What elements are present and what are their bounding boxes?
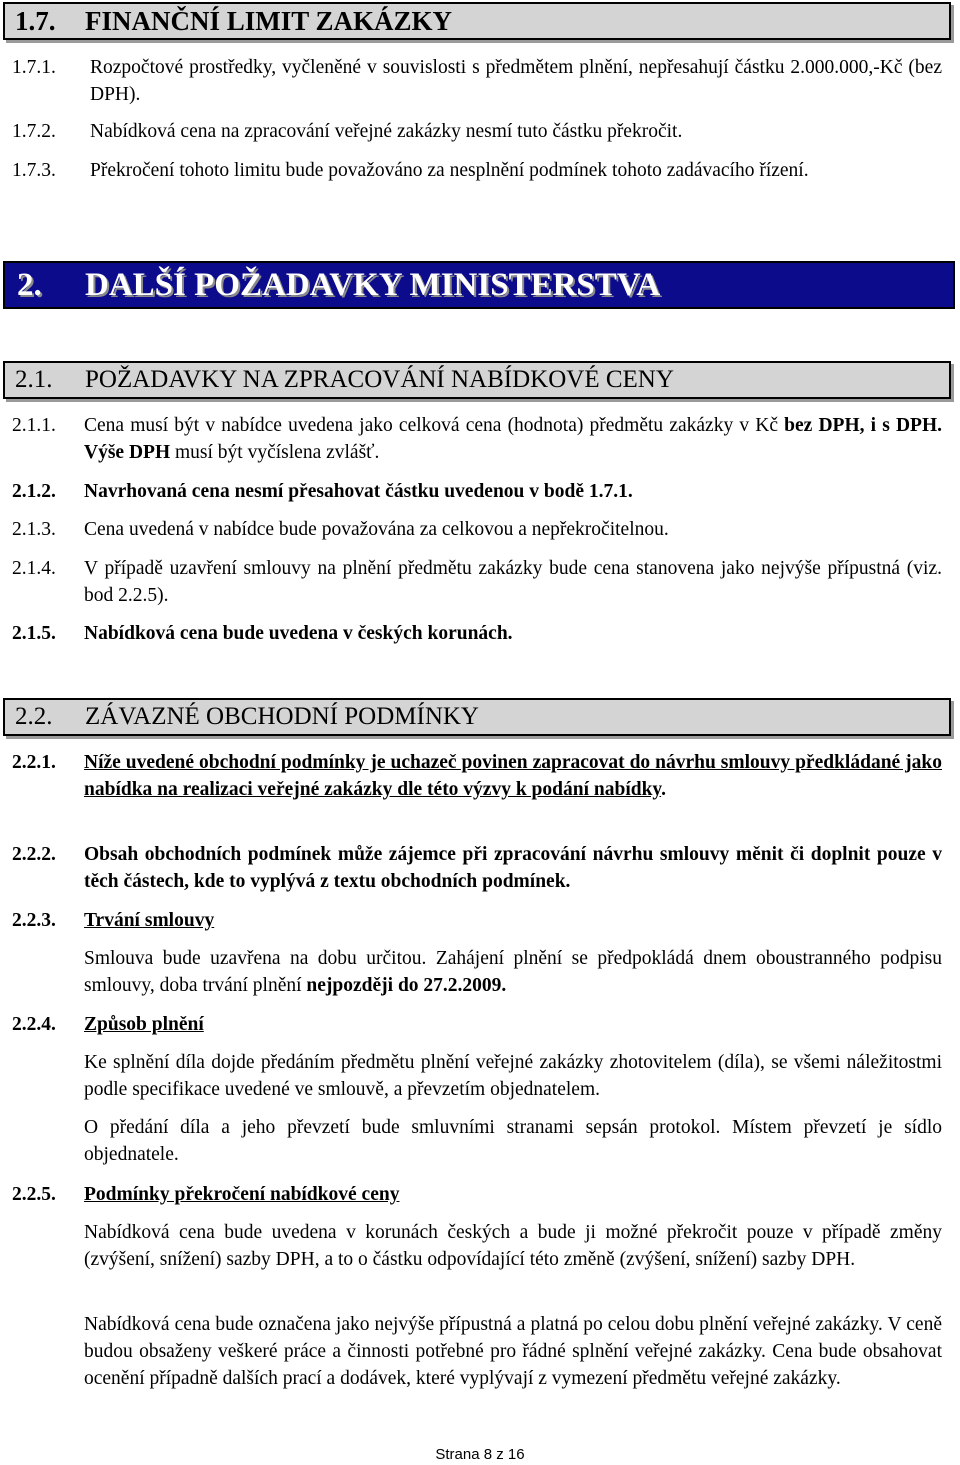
item-2-1-1 xyxy=(12,412,942,466)
item-number: 1.7.1. xyxy=(12,57,56,78)
item-text-bold: bez DPH, i s DPH. Výše DPH xyxy=(84,415,943,463)
item-heading xyxy=(84,907,942,934)
item-1-7-1 xyxy=(12,54,942,108)
paragraph-2-2-4-b: O předání díla a jeho převzetí bude smluvními stranami sepsán protokol. Místem převzetí je sídlo objednatele. xyxy=(84,1117,942,1165)
item-text: Nabídková cena bude uvedena v českých korunách. xyxy=(84,623,513,644)
item-heading xyxy=(84,1181,942,1208)
item-number: 2.1.5. xyxy=(12,623,56,644)
section-title: POŽADAVKY NA ZPRACOVÁNÍ NABÍDKOVÉ CENY xyxy=(85,366,674,393)
section-number: 2.2. xyxy=(15,703,53,730)
section-header-2-1 xyxy=(3,361,951,399)
item-2-1-4 xyxy=(12,555,942,609)
item-number: 2.1.2. xyxy=(12,481,56,502)
item-2-1-5 xyxy=(12,620,942,647)
item-heading xyxy=(84,1011,942,1038)
item-text: Překročení tohoto limitu bude považováno za nesplnění podmínek tohoto zadávacího řízení. xyxy=(90,160,809,181)
page-footer: Strana 8 z 16 xyxy=(435,1446,525,1463)
section-number: 2.1. xyxy=(15,366,53,393)
paragraph-2-2-5-a: Nabídková cena bude uvedena v korunách českých a bude ji možné překročit pouze v případě změny (zvýšení, snížení) sazby DPH, a to o částku odpovídající této změně (zvýšení, snížení) sazby DPH. xyxy=(84,1222,942,1270)
paragraph-text-bold: nejpozději do 27.2.2009. xyxy=(306,975,507,996)
item-heading-text: Trvání smlouvy xyxy=(84,910,215,931)
item-text: V případě uzavření smlouvy na plnění předmětu zakázky bude cena stanovena jako nejvýše přípustná (viz. bod 2.2.5). xyxy=(84,558,942,606)
item-1-7-3 xyxy=(12,157,942,184)
section-number: 1.7. xyxy=(15,6,56,36)
item-1-7-2 xyxy=(12,118,942,145)
chapter-header-2 xyxy=(3,261,955,309)
item-number: 2.2.2. xyxy=(12,844,56,865)
item-2-1-2 xyxy=(12,478,942,505)
item-2-2-3 xyxy=(12,907,942,934)
item-2-1-3 xyxy=(12,516,942,543)
item-text: Navrhovaná cena nesmí přesahovat částku uvedenou v bodě 1.7.1. xyxy=(84,481,633,502)
item-2-2-5 xyxy=(12,1181,942,1208)
item-number: 1.7.2. xyxy=(12,121,56,142)
chapter-number: 2. xyxy=(17,267,42,303)
item-number: 2.1.3. xyxy=(12,519,56,540)
item-number: 2.1.4. xyxy=(12,558,56,579)
section-header-2-2 xyxy=(3,698,951,736)
item-number: 2.2.5. xyxy=(12,1184,56,1205)
paragraph-text: Smlouva bude uzavřena na dobu určitou. Zahájení plnění se předpokládá dnem oboustranného podpisu smlouvy, doba trvání plnění xyxy=(84,948,942,996)
item-number: 2.2.3. xyxy=(12,910,56,931)
item-number: 1.7.3. xyxy=(12,160,56,181)
section-header-1-7 xyxy=(3,2,951,40)
item-text-underlined: Níže uvedené obchodní podmínky je uchazeč povinen zapracovat do návrhu smlouvy předkládané jako nabídka na realizaci veřejné zakázky dle této výzvy k podání nabídky xyxy=(84,752,942,800)
item-text: Nabídková cena na zpracování veřejné zakázky nesmí tuto částku překročit. xyxy=(90,121,683,142)
item-number: 2.2.4. xyxy=(12,1014,56,1035)
item-text-dot: . xyxy=(661,779,666,800)
item-heading-text: Podmínky překročení nabídkové ceny xyxy=(84,1184,400,1205)
item-2-2-2 xyxy=(12,841,942,895)
section-title: ZÁVAZNÉ OBCHODNÍ PODMÍNKY xyxy=(85,703,479,730)
item-text-part: musí být vyčíslena zvlášť. xyxy=(170,442,380,463)
paragraph-2-2-3 xyxy=(84,945,942,999)
section-title: FINANČNÍ LIMIT ZAKÁZKY xyxy=(85,6,453,36)
item-number: 2.2.1. xyxy=(12,752,56,773)
paragraph-2-2-5-b: Nabídková cena bude označena jako nejvýše přípustná a platná po celou dobu plnění veřejné zakázky. V ceně budou obsaženy veškeré práce a činnosti potřebné pro řádné splnění veřejné zakázky. Cena bude obsahovat ocenění případně dalších prací a dodávek, které vyplývají z vymezení předmětu veřejné zakázky. xyxy=(84,1314,942,1389)
item-2-2-4 xyxy=(12,1011,942,1038)
item-text: Obsah obchodních podmínek může zájemce při zpracování návrhu smlouvy měnit či doplnit pouze v těch částech, kde to vyplývá z textu obchodních podmínek. xyxy=(84,844,942,892)
item-text-part: Cena musí být v nabídce uvedena jako celková cena (hodnota) předmětu zakázky v Kč xyxy=(84,415,785,436)
item-text: Rozpočtové prostředky, vyčleněné v souvislosti s předmětem plnění, nepřesahují částku 2.000.000,-Kč (bez DPH). xyxy=(90,57,942,105)
item-text xyxy=(84,749,942,803)
item-heading-text: Způsob plnění xyxy=(84,1014,204,1035)
item-text xyxy=(84,412,942,466)
item-number: 2.1.1. xyxy=(12,415,56,436)
chapter-title: DALŠÍ POŽADAVKY MINISTERSTVA xyxy=(85,267,661,303)
paragraph-2-2-4-a: Ke splnění díla dojde předáním předmětu plnění veřejné zakázky zhotovitelem (díla), se všemi náležitostmi podle specifikace uvedené ve smlouvě, a převzetím objednatelem. xyxy=(84,1052,942,1100)
item-text: Cena uvedená v nabídce bude považována za celkovou a nepřekročitelnou. xyxy=(84,519,669,540)
item-2-2-1 xyxy=(12,749,942,803)
